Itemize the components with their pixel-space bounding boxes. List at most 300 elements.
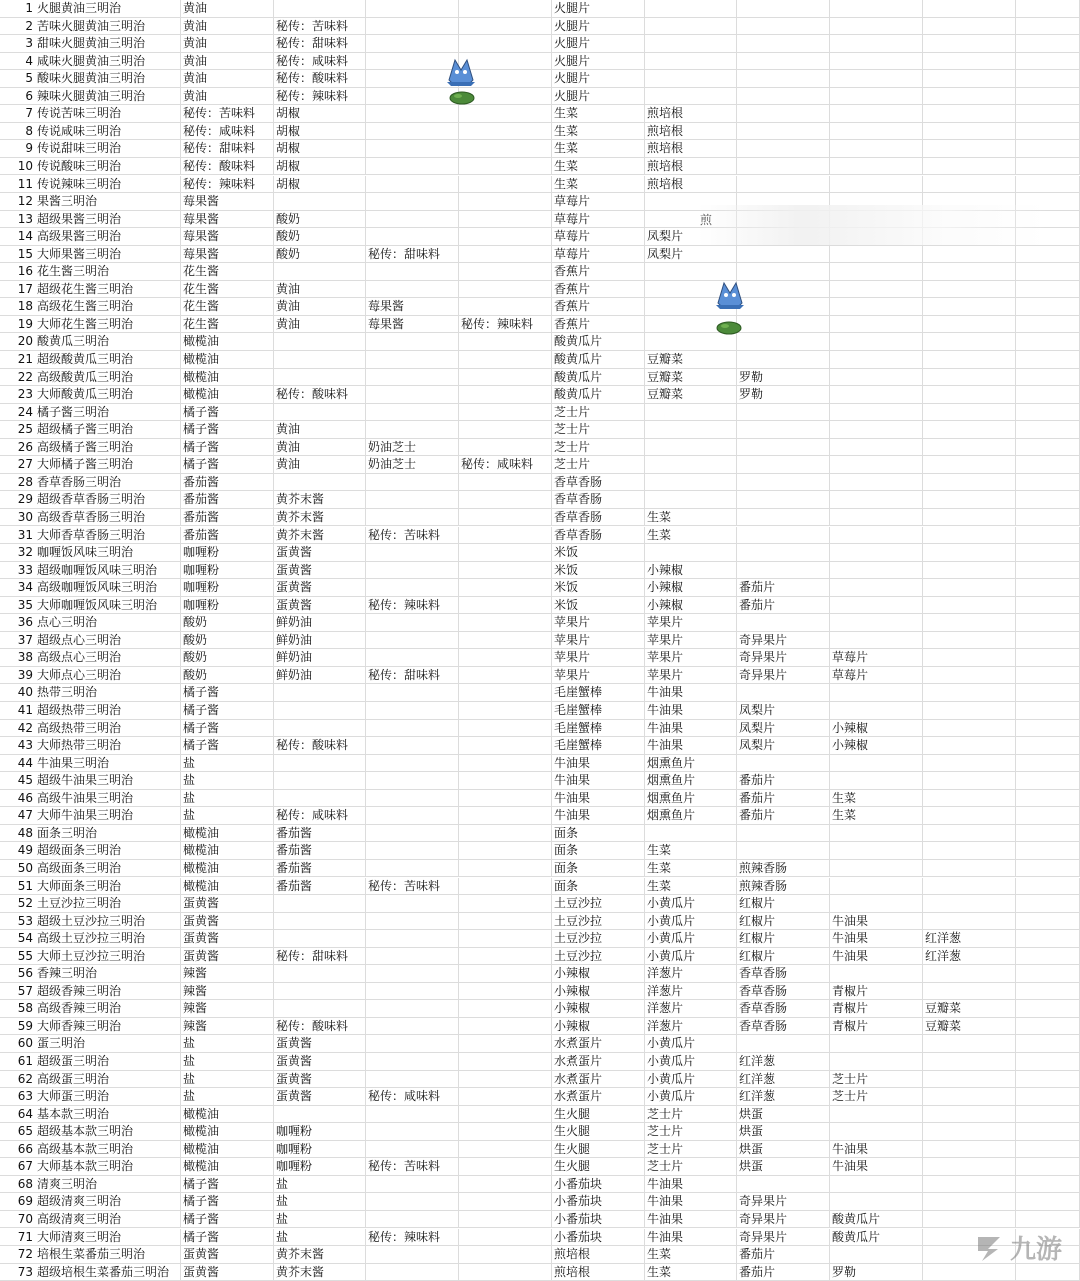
table-cell[interactable]: 生菜 xyxy=(552,176,645,194)
table-cell[interactable] xyxy=(459,825,552,843)
table-row[interactable] xyxy=(0,421,1080,439)
table-cell[interactable]: 橄榄油 xyxy=(181,351,274,369)
table-cell[interactable] xyxy=(459,930,552,948)
table-row[interactable] xyxy=(0,176,1080,194)
table-cell[interactable]: 罗勒 xyxy=(737,386,830,404)
table-cell[interactable]: 牛油果 xyxy=(645,1176,737,1194)
table-cell[interactable] xyxy=(1016,1000,1080,1018)
table-cell[interactable] xyxy=(274,263,366,281)
table-row[interactable] xyxy=(0,614,1080,632)
table-cell[interactable]: 土豆沙拉三明治 xyxy=(35,895,181,913)
table-cell[interactable] xyxy=(737,263,830,281)
table-cell[interactable]: 香草香肠 xyxy=(737,983,830,1001)
table-row[interactable] xyxy=(0,1035,1080,1053)
table-cell[interactable]: 牛油果 xyxy=(830,913,923,931)
table-row[interactable] xyxy=(0,702,1080,720)
table-cell[interactable] xyxy=(459,351,552,369)
table-cell[interactable]: 香蕉片 xyxy=(552,298,645,316)
table-cell[interactable]: 牛油果 xyxy=(645,737,737,755)
table-cell[interactable] xyxy=(1016,614,1080,632)
table-row[interactable] xyxy=(0,1106,1080,1124)
row-number[interactable]: 12 xyxy=(0,193,35,211)
table-cell[interactable]: 红椒片 xyxy=(737,930,830,948)
table-cell[interactable] xyxy=(1016,1123,1080,1141)
table-cell[interactable]: 大师点心三明治 xyxy=(35,667,181,685)
table-cell[interactable]: 草莓片 xyxy=(552,211,645,229)
table-cell[interactable]: 酸黄瓜三明治 xyxy=(35,333,181,351)
table-cell[interactable]: 生菜 xyxy=(830,807,923,825)
table-cell[interactable] xyxy=(366,1071,459,1089)
table-cell[interactable] xyxy=(274,965,366,983)
table-cell[interactable] xyxy=(737,825,830,843)
table-cell[interactable]: 秘传：咸味料 xyxy=(366,1088,459,1106)
table-cell[interactable] xyxy=(645,544,737,562)
row-number[interactable]: 44 xyxy=(0,755,35,773)
table-cell[interactable] xyxy=(830,176,923,194)
table-cell[interactable] xyxy=(1016,948,1080,966)
table-cell[interactable] xyxy=(366,1053,459,1071)
row-number[interactable]: 42 xyxy=(0,720,35,738)
table-cell[interactable]: 罗勒 xyxy=(737,369,830,387)
row-number[interactable]: 35 xyxy=(0,597,35,615)
table-cell[interactable] xyxy=(1016,404,1080,422)
table-cell[interactable]: 鲜奶油 xyxy=(274,614,366,632)
table-cell[interactable]: 生火腿 xyxy=(552,1123,645,1141)
table-cell[interactable]: 咸味火腿黄油三明治 xyxy=(35,53,181,71)
table-cell[interactable] xyxy=(459,386,552,404)
row-number[interactable]: 22 xyxy=(0,369,35,387)
table-cell[interactable] xyxy=(274,913,366,931)
table-cell[interactable]: 火腿片 xyxy=(552,35,645,53)
table-cell[interactable] xyxy=(830,878,923,896)
table-cell[interactable]: 水煮蛋片 xyxy=(552,1035,645,1053)
table-cell[interactable] xyxy=(1016,527,1080,545)
table-cell[interactable]: 生菜 xyxy=(645,842,737,860)
table-cell[interactable]: 秘传：辣味料 xyxy=(459,316,552,334)
table-cell[interactable] xyxy=(830,614,923,632)
table-cell[interactable]: 生菜 xyxy=(645,527,737,545)
table-cell[interactable] xyxy=(1016,825,1080,843)
table-cell[interactable]: 鲜奶油 xyxy=(274,649,366,667)
table-cell[interactable] xyxy=(737,246,830,264)
table-cell[interactable] xyxy=(366,1000,459,1018)
table-cell[interactable]: 超级面条三明治 xyxy=(35,842,181,860)
table-cell[interactable]: 红洋葱 xyxy=(737,1053,830,1071)
table-cell[interactable] xyxy=(459,1158,552,1176)
table-cell[interactable] xyxy=(645,439,737,457)
row-number[interactable]: 15 xyxy=(0,246,35,264)
table-cell[interactable]: 高级基本款三明治 xyxy=(35,1141,181,1159)
table-cell[interactable] xyxy=(737,105,830,123)
table-cell[interactable] xyxy=(923,333,1016,351)
table-row[interactable] xyxy=(0,684,1080,702)
table-cell[interactable]: 水煮蛋片 xyxy=(552,1071,645,1089)
table-cell[interactable] xyxy=(737,140,830,158)
table-cell[interactable] xyxy=(737,491,830,509)
table-cell[interactable]: 黄芥末酱 xyxy=(274,1264,366,1281)
table-cell[interactable]: 橘子酱 xyxy=(181,720,274,738)
table-cell[interactable] xyxy=(1016,369,1080,387)
table-cell[interactable] xyxy=(923,35,1016,53)
table-cell[interactable] xyxy=(459,1071,552,1089)
table-cell[interactable] xyxy=(645,474,737,492)
table-row[interactable] xyxy=(0,720,1080,738)
table-cell[interactable]: 蛋黄酱 xyxy=(181,913,274,931)
table-cell[interactable]: 番茄酱 xyxy=(181,527,274,545)
table-cell[interactable]: 罗勒 xyxy=(830,1264,923,1281)
table-cell[interactable] xyxy=(1016,684,1080,702)
table-cell[interactable]: 秘传：甜味料 xyxy=(366,246,459,264)
table-cell[interactable]: 烟熏鱼片 xyxy=(645,755,737,773)
table-cell[interactable] xyxy=(1016,737,1080,755)
table-cell[interactable] xyxy=(1016,1053,1080,1071)
row-number[interactable]: 63 xyxy=(0,1088,35,1106)
table-cell[interactable]: 凤梨片 xyxy=(737,720,830,738)
row-number[interactable]: 51 xyxy=(0,878,35,896)
row-number[interactable]: 66 xyxy=(0,1141,35,1159)
table-cell[interactable]: 黄油 xyxy=(274,421,366,439)
table-cell[interactable]: 黄油 xyxy=(274,439,366,457)
table-cell[interactable] xyxy=(459,140,552,158)
table-row[interactable] xyxy=(0,597,1080,615)
table-cell[interactable]: 凤梨片 xyxy=(737,737,830,755)
table-cell[interactable]: 牛油果 xyxy=(645,1211,737,1229)
row-number[interactable]: 50 xyxy=(0,860,35,878)
table-cell[interactable]: 盐 xyxy=(274,1176,366,1194)
table-cell[interactable] xyxy=(459,35,552,53)
table-cell[interactable]: 酸黄瓜片 xyxy=(830,1229,923,1247)
table-cell[interactable]: 酸黄瓜片 xyxy=(552,369,645,387)
row-number[interactable]: 48 xyxy=(0,825,35,843)
table-cell[interactable]: 小黄瓜片 xyxy=(645,930,737,948)
table-cell[interactable] xyxy=(459,790,552,808)
table-cell[interactable]: 秘传：苦味料 xyxy=(274,18,366,36)
table-cell[interactable]: 盐 xyxy=(181,1071,274,1089)
table-cell[interactable]: 大师蛋三明治 xyxy=(35,1088,181,1106)
table-cell[interactable] xyxy=(923,649,1016,667)
table-cell[interactable]: 牛油果 xyxy=(830,948,923,966)
table-cell[interactable] xyxy=(366,1018,459,1036)
table-cell[interactable] xyxy=(366,491,459,509)
table-cell[interactable]: 牛油果 xyxy=(830,1158,923,1176)
table-cell[interactable]: 凤梨片 xyxy=(737,702,830,720)
table-cell[interactable] xyxy=(459,421,552,439)
table-row[interactable] xyxy=(0,737,1080,755)
table-cell[interactable] xyxy=(830,1123,923,1141)
table-cell[interactable] xyxy=(1016,333,1080,351)
row-number[interactable]: 43 xyxy=(0,737,35,755)
table-cell[interactable]: 酸奶 xyxy=(181,614,274,632)
table-cell[interactable] xyxy=(459,439,552,457)
table-row[interactable] xyxy=(0,140,1080,158)
table-cell[interactable] xyxy=(274,702,366,720)
table-cell[interactable]: 苹果片 xyxy=(552,649,645,667)
table-cell[interactable]: 咖喱粉 xyxy=(274,1141,366,1159)
table-cell[interactable] xyxy=(366,614,459,632)
table-cell[interactable] xyxy=(923,913,1016,931)
table-row[interactable] xyxy=(0,53,1080,71)
table-row[interactable] xyxy=(0,1018,1080,1036)
table-cell[interactable] xyxy=(459,1000,552,1018)
table-cell[interactable] xyxy=(923,878,1016,896)
table-cell[interactable]: 黄油 xyxy=(181,53,274,71)
table-cell[interactable] xyxy=(274,404,366,422)
table-cell[interactable]: 小辣椒 xyxy=(552,965,645,983)
table-cell[interactable]: 水煮蛋片 xyxy=(552,1088,645,1106)
table-cell[interactable]: 牛油果 xyxy=(830,1141,923,1159)
table-cell[interactable] xyxy=(830,298,923,316)
row-number[interactable]: 7 xyxy=(0,105,35,123)
table-cell[interactable] xyxy=(1016,772,1080,790)
table-cell[interactable]: 咖喱粉 xyxy=(274,1158,366,1176)
table-cell[interactable]: 小黄瓜片 xyxy=(645,948,737,966)
table-cell[interactable] xyxy=(1016,930,1080,948)
table-cell[interactable]: 秘传：咸味料 xyxy=(181,123,274,141)
table-cell[interactable]: 超级香辣三明治 xyxy=(35,983,181,1001)
table-cell[interactable]: 红洋葱 xyxy=(737,1071,830,1089)
table-cell[interactable] xyxy=(923,298,1016,316)
table-cell[interactable] xyxy=(645,18,737,36)
table-cell[interactable]: 盐 xyxy=(181,807,274,825)
table-cell[interactable] xyxy=(923,53,1016,71)
table-cell[interactable]: 草莓片 xyxy=(552,246,645,264)
table-cell[interactable] xyxy=(366,807,459,825)
table-cell[interactable] xyxy=(459,18,552,36)
table-cell[interactable] xyxy=(830,491,923,509)
table-cell[interactable]: 牛油果 xyxy=(552,807,645,825)
row-number[interactable]: 49 xyxy=(0,842,35,860)
table-cell[interactable] xyxy=(830,386,923,404)
table-cell[interactable]: 牛油果 xyxy=(645,702,737,720)
table-cell[interactable] xyxy=(737,281,830,299)
table-cell[interactable]: 苹果片 xyxy=(552,667,645,685)
table-cell[interactable] xyxy=(1016,632,1080,650)
table-cell[interactable]: 黄油 xyxy=(274,298,366,316)
table-cell[interactable] xyxy=(830,860,923,878)
table-cell[interactable]: 奶油芝士 xyxy=(366,439,459,457)
table-cell[interactable] xyxy=(366,544,459,562)
table-cell[interactable] xyxy=(923,1123,1016,1141)
table-cell[interactable]: 番茄酱 xyxy=(274,878,366,896)
table-row[interactable] xyxy=(0,298,1080,316)
table-cell[interactable] xyxy=(1016,878,1080,896)
table-cell[interactable]: 蛋黄酱 xyxy=(181,1246,274,1264)
table-cell[interactable] xyxy=(1016,456,1080,474)
row-number[interactable]: 40 xyxy=(0,684,35,702)
table-cell[interactable] xyxy=(274,351,366,369)
table-cell[interactable]: 辣酱 xyxy=(181,983,274,1001)
table-cell[interactable]: 超级清爽三明治 xyxy=(35,1193,181,1211)
table-cell[interactable]: 盐 xyxy=(274,1193,366,1211)
table-cell[interactable]: 大师清爽三明治 xyxy=(35,1229,181,1247)
table-cell[interactable] xyxy=(1016,491,1080,509)
table-cell[interactable]: 生菜 xyxy=(645,860,737,878)
table-cell[interactable]: 煎培根 xyxy=(552,1264,645,1281)
table-cell[interactable]: 小辣椒 xyxy=(645,597,737,615)
table-cell[interactable] xyxy=(645,421,737,439)
table-cell[interactable]: 超级花生酱三明治 xyxy=(35,281,181,299)
table-cell[interactable]: 黄油 xyxy=(181,35,274,53)
table-cell[interactable]: 盐 xyxy=(181,1088,274,1106)
table-cell[interactable]: 黄油 xyxy=(181,88,274,106)
table-cell[interactable] xyxy=(923,263,1016,281)
table-cell[interactable] xyxy=(830,53,923,71)
table-row[interactable] xyxy=(0,404,1080,422)
table-cell[interactable]: 番茄酱 xyxy=(274,860,366,878)
table-cell[interactable] xyxy=(830,123,923,141)
table-cell[interactable]: 秘传：甜味料 xyxy=(366,667,459,685)
table-cell[interactable]: 橄榄油 xyxy=(181,369,274,387)
table-cell[interactable] xyxy=(645,53,737,71)
table-cell[interactable]: 芝士片 xyxy=(552,456,645,474)
row-number[interactable]: 10 xyxy=(0,158,35,176)
row-number[interactable]: 30 xyxy=(0,509,35,527)
table-cell[interactable] xyxy=(923,895,1016,913)
table-cell[interactable] xyxy=(274,720,366,738)
table-cell[interactable]: 鲜奶油 xyxy=(274,667,366,685)
table-cell[interactable]: 小番茄块 xyxy=(552,1176,645,1194)
row-number[interactable]: 16 xyxy=(0,263,35,281)
table-cell[interactable] xyxy=(366,0,459,18)
table-cell[interactable] xyxy=(1016,1141,1080,1159)
table-cell[interactable] xyxy=(923,351,1016,369)
table-row[interactable] xyxy=(0,527,1080,545)
table-cell[interactable]: 煎辣香肠 xyxy=(737,878,830,896)
table-cell[interactable] xyxy=(366,263,459,281)
table-cell[interactable] xyxy=(366,842,459,860)
table-cell[interactable] xyxy=(459,702,552,720)
table-cell[interactable]: 洋葱片 xyxy=(645,1018,737,1036)
table-row[interactable] xyxy=(0,913,1080,931)
table-cell[interactable]: 蛋黄酱 xyxy=(274,1053,366,1071)
table-cell[interactable]: 奇异果片 xyxy=(737,667,830,685)
table-row[interactable] xyxy=(0,895,1080,913)
row-number[interactable]: 72 xyxy=(0,1246,35,1264)
row-number[interactable]: 59 xyxy=(0,1018,35,1036)
table-cell[interactable]: 米饭 xyxy=(552,562,645,580)
table-cell[interactable]: 苹果片 xyxy=(552,632,645,650)
table-cell[interactable] xyxy=(1016,1035,1080,1053)
table-cell[interactable] xyxy=(459,193,552,211)
table-cell[interactable] xyxy=(1016,281,1080,299)
table-cell[interactable]: 秘传：辣味料 xyxy=(366,1229,459,1247)
row-number[interactable]: 67 xyxy=(0,1158,35,1176)
table-cell[interactable]: 胡椒 xyxy=(274,140,366,158)
table-cell[interactable] xyxy=(645,456,737,474)
table-cell[interactable] xyxy=(1016,509,1080,527)
row-number[interactable]: 28 xyxy=(0,474,35,492)
table-cell[interactable]: 黄油 xyxy=(274,281,366,299)
table-row[interactable] xyxy=(0,1158,1080,1176)
table-cell[interactable] xyxy=(737,298,830,316)
table-cell[interactable] xyxy=(366,509,459,527)
table-cell[interactable]: 秘传：咸味料 xyxy=(459,456,552,474)
table-cell[interactable] xyxy=(459,1229,552,1247)
table-cell[interactable]: 小辣椒 xyxy=(830,737,923,755)
table-cell[interactable] xyxy=(830,456,923,474)
table-cell[interactable] xyxy=(459,842,552,860)
table-cell[interactable]: 酸奶 xyxy=(181,667,274,685)
row-number[interactable]: 25 xyxy=(0,421,35,439)
table-cell[interactable]: 蛋黄酱 xyxy=(181,895,274,913)
row-number[interactable]: 2 xyxy=(0,18,35,36)
table-cell[interactable] xyxy=(459,649,552,667)
table-cell[interactable] xyxy=(923,316,1016,334)
table-cell[interactable] xyxy=(923,491,1016,509)
table-cell[interactable] xyxy=(923,1141,1016,1159)
table-cell[interactable] xyxy=(459,597,552,615)
row-number[interactable]: 1 xyxy=(0,0,35,18)
table-cell[interactable]: 橘子酱 xyxy=(181,684,274,702)
table-cell[interactable]: 青椒片 xyxy=(830,1018,923,1036)
table-cell[interactable] xyxy=(459,1141,552,1159)
table-cell[interactable]: 烘蛋 xyxy=(737,1158,830,1176)
table-row[interactable] xyxy=(0,509,1080,527)
table-cell[interactable]: 橄榄油 xyxy=(181,1106,274,1124)
table-cell[interactable] xyxy=(645,70,737,88)
table-cell[interactable] xyxy=(830,562,923,580)
table-cell[interactable] xyxy=(459,491,552,509)
table-cell[interactable] xyxy=(459,860,552,878)
table-cell[interactable]: 小黄瓜片 xyxy=(645,1035,737,1053)
table-cell[interactable] xyxy=(459,772,552,790)
table-cell[interactable]: 酸奶 xyxy=(181,649,274,667)
table-cell[interactable] xyxy=(830,316,923,334)
table-cell[interactable]: 秘传：酸味料 xyxy=(274,1018,366,1036)
table-cell[interactable]: 传说咸味三明治 xyxy=(35,123,181,141)
table-cell[interactable]: 蛋黄酱 xyxy=(274,1035,366,1053)
table-cell[interactable]: 面条三明治 xyxy=(35,825,181,843)
table-cell[interactable]: 酸黄瓜片 xyxy=(552,386,645,404)
table-cell[interactable] xyxy=(1016,246,1080,264)
table-cell[interactable] xyxy=(366,228,459,246)
table-cell[interactable] xyxy=(366,176,459,194)
table-cell[interactable] xyxy=(274,983,366,1001)
table-cell[interactable]: 小黄瓜片 xyxy=(645,913,737,931)
row-number[interactable]: 3 xyxy=(0,35,35,53)
table-cell[interactable] xyxy=(366,948,459,966)
table-row[interactable] xyxy=(0,333,1080,351)
table-cell[interactable] xyxy=(923,860,1016,878)
table-cell[interactable]: 大师花生酱三明治 xyxy=(35,316,181,334)
table-cell[interactable]: 牛油果三明治 xyxy=(35,755,181,773)
table-cell[interactable] xyxy=(923,755,1016,773)
table-cell[interactable]: 牛油果 xyxy=(552,790,645,808)
table-cell[interactable]: 咖喱饭风味三明治 xyxy=(35,544,181,562)
row-number[interactable]: 73 xyxy=(0,1264,35,1281)
table-cell[interactable]: 毛崖蟹棒 xyxy=(552,702,645,720)
table-cell[interactable] xyxy=(737,842,830,860)
table-cell[interactable]: 香草香肠 xyxy=(737,1000,830,1018)
row-number[interactable]: 71 xyxy=(0,1229,35,1247)
table-cell[interactable]: 莓果酱 xyxy=(366,298,459,316)
table-row[interactable] xyxy=(0,158,1080,176)
table-cell[interactable]: 苹果片 xyxy=(645,632,737,650)
table-cell[interactable]: 豆瓣菜 xyxy=(645,369,737,387)
table-cell[interactable]: 橘子酱 xyxy=(181,737,274,755)
table-cell[interactable]: 咖喱粉 xyxy=(181,579,274,597)
table-cell[interactable]: 牛油果 xyxy=(552,755,645,773)
table-cell[interactable]: 橘子酱 xyxy=(181,1229,274,1247)
table-cell[interactable]: 黄油 xyxy=(274,316,366,334)
table-cell[interactable]: 盐 xyxy=(181,1035,274,1053)
table-cell[interactable] xyxy=(830,895,923,913)
table-cell[interactable] xyxy=(1016,158,1080,176)
table-cell[interactable]: 小辣椒 xyxy=(830,720,923,738)
table-cell[interactable]: 传说辣味三明治 xyxy=(35,176,181,194)
table-cell[interactable] xyxy=(923,667,1016,685)
table-cell[interactable] xyxy=(923,737,1016,755)
